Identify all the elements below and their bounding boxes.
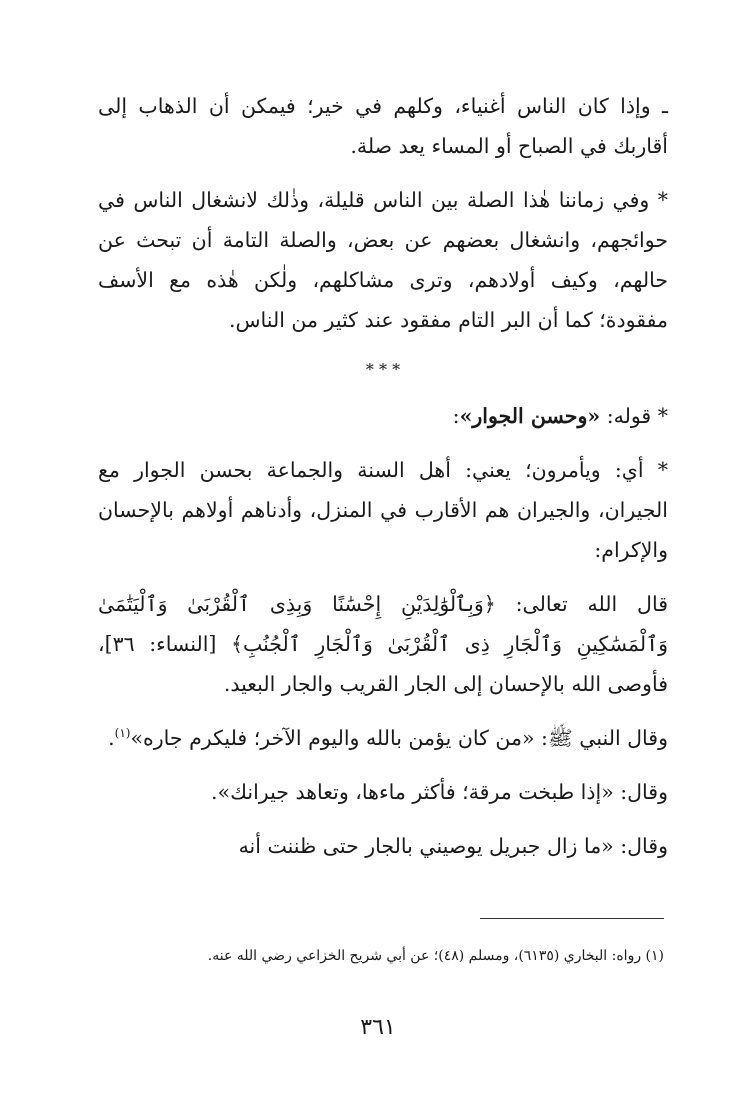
paragraph-4-quran-verse: قال الله تعالى: ﴿وَبِٱلْوَٰلِدَيْنِ إِحْسَٰنًا وَبِذِى ٱلْقُرْبَىٰ وَٱلْيَتَٰمَىٰ وَٱلْمَسَٰكِينِ وَٱلْجَارِ ذِى ٱلْقُرْبَىٰ وَٱلْجَارِ ٱلْجُنُبِ﴾ [النساء: ٣٦]، فأوصى الله بالإحسان إلى الجار القريب والجار البعيد.	[98, 592, 668, 696]
paragraph-2: * وفي زماننا هٰذا الصلة بين الناس قليلة، وذٰلك لانشغال الناس في حوائجهم، وانشغال بعضهم عن بعض، والصلة التامة أن تبحث عن حالهم، وكيف أولادهم، وترى مشاكلهم، ولٰكن هٰذه مع الأسف مفقودة؛ كما أن البر التام مفقود عند كثير من الناس.	[98, 188, 668, 332]
section-heading	[98, 396, 668, 436]
page-body	[98, 86, 668, 866]
footnote-ref: (١)	[114, 726, 131, 741]
paragraph-3: * أي: ويأمرون؛ يعني: أهل السنة والجماعة بحسن الجوار مع الجيران، والجيران هم الأقارب في المنزل، وأدناهم أولاهم بالإحسان والإكرام:	[98, 458, 668, 562]
paragraph-6-hadith: وقال: «إذا طبخت مرقة؛ فأكثر ماءها، وتعاهد جيرانك».	[211, 780, 668, 804]
footnote-divider	[480, 918, 664, 919]
hadith-text: وقال النبي ﷺ: «من كان يؤمن بالله واليوم الآخر؛ فليكرم جاره»	[130, 726, 668, 750]
paragraph-1: ـ وإذا كان الناس أغنياء، وكلهم في خير؛ فيمكن أن الذهاب إلى أقاربك في الصباح أو المساء يعد صلة.	[98, 94, 668, 158]
paragraph-5-hadith	[98, 718, 668, 758]
hadith-end: .	[108, 726, 115, 750]
heading-suffix: :	[452, 404, 460, 428]
footnote: (١) رواه: البخاري (٦١٣٥)، ومسلم (٤٨)؛ عن أبي شريح الخزاعي رضي الله عنه.	[207, 948, 664, 964]
paragraph-7-hadith: وقال: «ما زال جبريل يوصيني بالجار حتى ظننت أنه	[238, 834, 668, 858]
heading-quote: «وحسن الجوار»	[459, 404, 601, 428]
page-number: ٣٦١	[360, 1015, 396, 1040]
section-separator: * * *	[365, 360, 401, 379]
heading-prefix: * قوله:	[600, 404, 668, 428]
